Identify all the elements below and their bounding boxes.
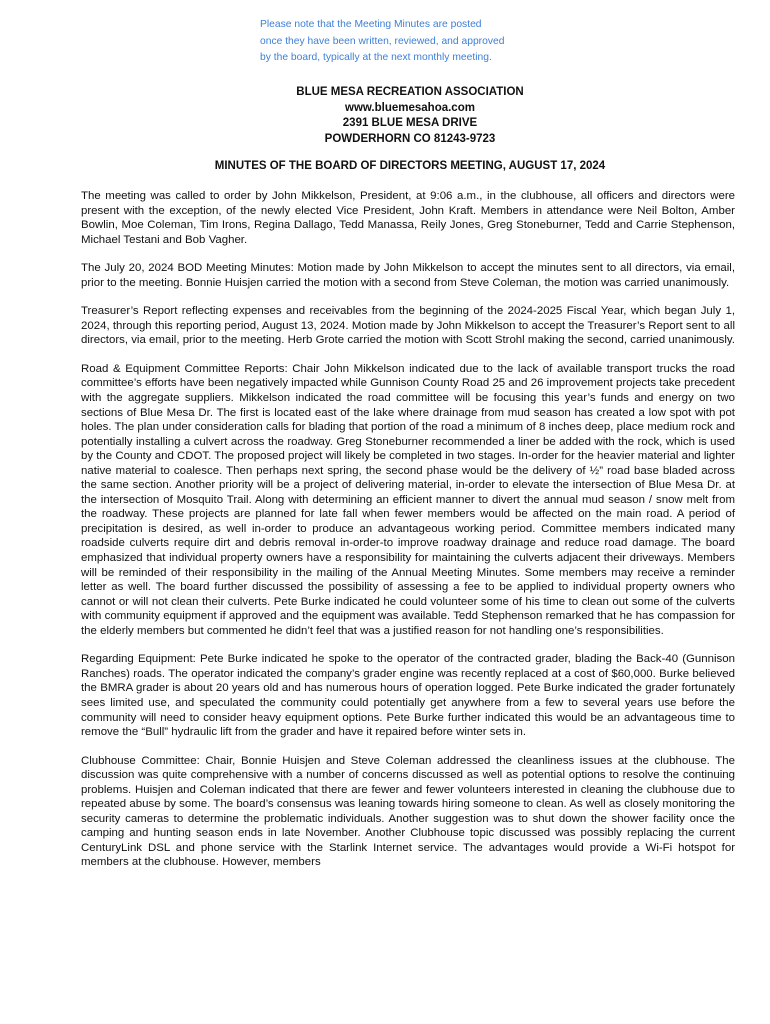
organization-city: POWDERHORN CO 81243-9723 [324,132,496,145]
equipment-paragraph: Regarding Equipment: Pete Burke indicated he spoke to the operator of the contracted grader, blading the Back-40 (Gunnison Ranches) roads. The operator indicated the company’s grader engine was recently replaced at a cost of $60,000. Burke believed the BMRA grader is about 20 years old and has numerous hours of operation logged. Pete Burke indicated the grader fortunately sees limited use, and speculated the community could potentially get anywhere from a few to several years use before the community will need to consider heavy equipment options. Pete Burke further indicated this would be an advantageous time to remove the “Bull” hydraulic lift from the grader and have it repaired before winter sets in. [81,653,735,739]
notice-line: Please note that the Meeting Minutes are posted [260,19,482,30]
organization-street: 2391 BLUE MESA DRIVE [342,117,478,129]
organization-website: www.bluemesahoa.com [345,101,475,114]
road-committee-paragraph: Road & Equipment Committee Reports: Chair John Mikkelson indicated due to the lack of available transport trucks the road committee’s efforts have been negatively impacted while Gunnison County Road 25 and 26 improvement projects take precedent with the aggregate suppliers. Mikkelson indicated the road committee will be focusing this year’s funds and energy on two sections of Blue Mesa Dr. The first is located east of the lake where drainage from mud season has created a low spot with pot holes. The plan under consideration calls for blading that portion of the road a minimum of 8 inches deep, place medium rock and potentially installing a culvert across the roadway. Greg Stoneburner recommended a liner be added with the rock, which is used by the County and CDOT. The proposed project will likely be completed in two stages. In-order for the heavier material and lighter native material to coalesce. Then perhaps next spring, the second phase would be the delivery of ½” road base bladed across the same section. Another priority will be a project of delivering material, in-order to elevate the intersection of Blue Mesa Dr. at the intersection of Mosquito Trail. Along with determining an efficient manner to divert the annual mud season / snow melt from the roadway. These projects are planned for late fall when fewer members would be affected on the main road. A period of precipitation is desired, as well in-order to produce an advantageous working period. Committee members indicated many roadside culverts require dirt and debris removal in-order-to improve roadway drainage and reduce road damage. The board emphasized that individual property owners have a responsibility for maintaining the culverts adjacent their driveways. Members will be reminded of their responsibility in the mailing of the Annual Meeting Minutes. Some members may receive a reminder letter as well. The board further discussed the possibility of assessing a fee to be applied to individual property owners who cannot or will not clean their culverts. Pete Burke indicated he could volunteer some of his time to clean out some of the culverts with community equipment if approved and the equipment was available. Tedd Stephenson remarked that he has compassion for the elderly members but commented he didn’t feel that was a justified reason for not handling one’s responsibilities. [81,362,735,637]
previous-minutes-paragraph: The July 20, 2024 BOD Meeting Minutes: Motion made by John Mikkelson to accept the minutes sent to all directors, via email, prior to the meeting. Bonnie Huisjen carried the motion with a second from Steve Coleman, the motion was carried unanimously. [81,262,735,289]
organization-header [0,85,770,147]
document-title: MINUTES OF THE BOARD OF DIRECTORS MEETING, AUGUST 17, 2024 [214,160,606,172]
minutes-body [81,189,735,884]
posting-notice [260,17,560,67]
organization-name: BLUE MESA RECREATION ASSOCIATION [296,86,524,98]
notice-line: once they have been written, reviewed, and approved [260,35,505,47]
clubhouse-committee-paragraph: Clubhouse Committee: Chair, Bonnie Huisjen and Steve Coleman addressed the cleanliness issues at the clubhouse. The discussion was quite comprehensive with a number of concerns discussed as well as potential options to resolve the continuing problems. Huisjen and Coleman indicated that there are fewer and fewer volunteers interested in cleaning the clubhouse due to repeated abuse by some. The board’s consensus was leaning towards hiring someone to clean. As well as closely monitoring the security cameras to determine the problematic individuals. Another suggestion was to shut down the shower facility once the camping and hunting season ends in late November. Another Clubhouse topic discussed was possibly replacing the current CenturyLink DSL and phone service with the Starlink Internet service. The advantages would provide a Wi-Fi hotspot for members at the clubhouse. However, members [81,754,735,869]
notice-line: by the board, typically at the next monthly meeting. [260,52,492,63]
treasurer-report-paragraph: Treasurer’s Report reflecting expenses and receivables from the beginning of the 2024-2025 Fiscal Year, which began July 1, 2024, through this reporting period, August 13, 2024. Motion made by John Mikkelson to accept the Treasurer’s Report sent to all directors, via email, prior to the meeting. Herb Grote carried the motion with Scott Strohl making the second, carried unanimously. [81,305,735,347]
call-to-order-paragraph: The meeting was called to order by John Mikkelson, President, at 9:06 a.m., in the clubhouse, all officers and directors were present with the exception, of the newly elected Vice President, John Kraft. Members in attendance were Neil Bolton, Amber Bowlin, Moe Coleman, Tim Irons, Regina Dallago, Tedd Manassa, Reily Jones, Greg Stoneburner, Tedd and Carrie Stephenson, Michael Testani and Bob Vagher. [81,190,735,246]
